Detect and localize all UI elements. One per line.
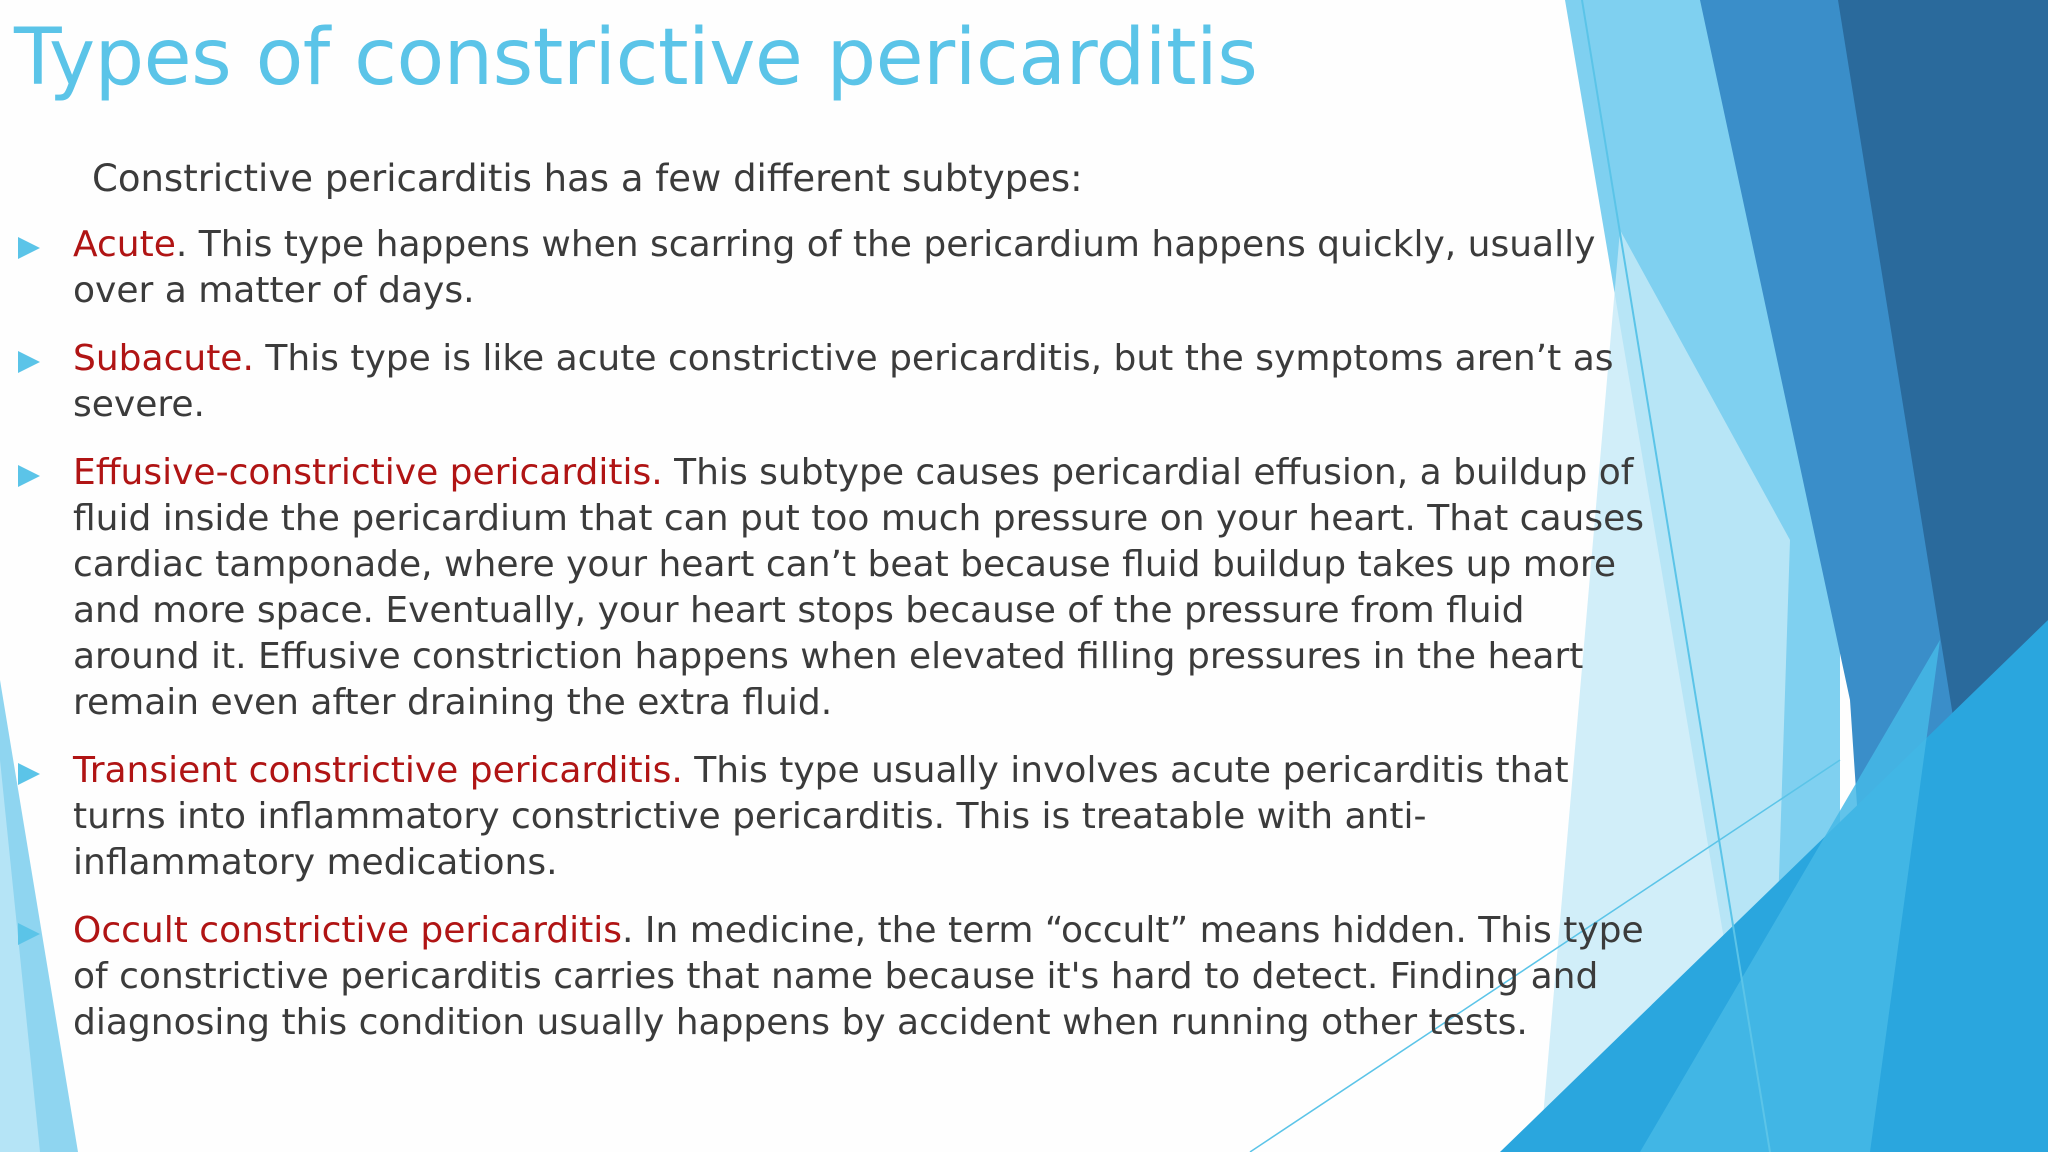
bullet-term: Acute	[73, 224, 176, 265]
bullet-occult-constrictive	[0, 908, 1660, 1046]
bullet-effusive-constrictive	[0, 450, 1660, 726]
bullet-subacute	[0, 336, 1660, 428]
bullet-term: Subacute.	[73, 338, 254, 379]
bullet-term: Transient constrictive pericarditis.	[73, 750, 683, 791]
slide-title: Types of constrictive pericarditis	[14, 13, 1258, 103]
bullet-description: This type usually involves acute pericarditis that turns into inflammatory constrictive pericarditis. This is treatable with anti-inflammatory medications.	[73, 750, 1569, 883]
bullet-transient-constrictive	[0, 748, 1660, 886]
bullet-arrow-icon	[18, 923, 40, 945]
bullet-arrow-icon	[18, 237, 40, 259]
bullet-acute	[0, 222, 1660, 314]
bullet-term: Effusive-constrictive pericarditis.	[73, 452, 663, 493]
bullet-description: This type is like acute constrictive pericarditis, but the symptoms aren’t as severe.	[73, 338, 1614, 425]
bullet-arrow-icon	[18, 351, 40, 373]
intro-text: Constrictive pericarditis has a few different subtypes:	[92, 157, 1083, 200]
bullet-description: . This type happens when scarring of the pericardium happens quickly, usually over a matter of days.	[73, 224, 1596, 311]
subtype-bullet-list	[0, 222, 1660, 1068]
bullet-description: . In medicine, the term “occult” means hidden. This type of constrictive pericarditis carries that name because it's hard to detect. Finding and diagnosing this condition usually happens by accident when running other tests.	[73, 910, 1644, 1043]
bullet-arrow-icon	[18, 465, 40, 487]
bullet-term: Occult constrictive pericarditis	[73, 910, 622, 951]
bullet-arrow-icon	[18, 763, 40, 785]
bullet-description: This subtype causes pericardial effusion, a buildup of fluid inside the pericardium that can put too much pressure on your heart. That causes cardiac tamponade, where your heart can’t beat because fluid buildup takes up more and more space. Eventually, your heart stops because of the pressure from fluid around it. Effusive constriction happens when elevated filling pressures in the heart remain even after draining the extra fluid.	[73, 452, 1644, 723]
